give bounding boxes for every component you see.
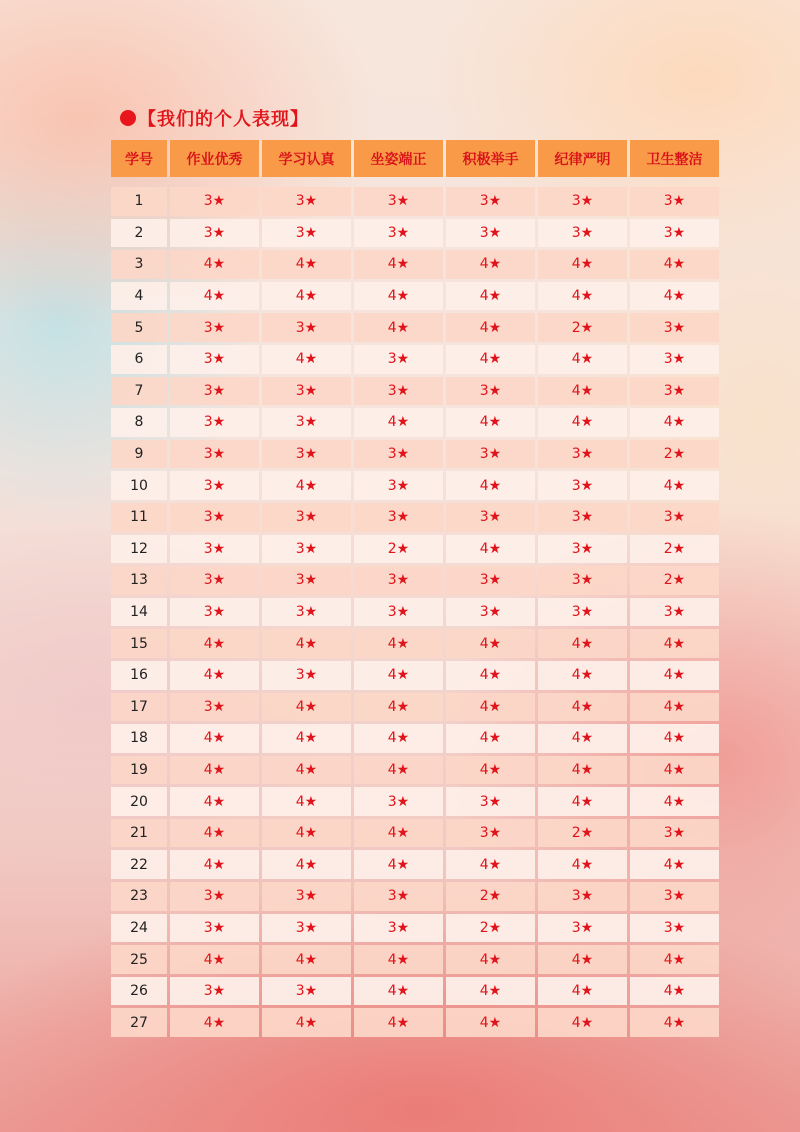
- score-cell: 4★: [538, 661, 627, 690]
- score-cell: 4★: [538, 850, 627, 879]
- student-id-cell: 26: [111, 977, 167, 1006]
- score-cell: 3★: [262, 187, 351, 216]
- score-cell: 4★: [446, 629, 535, 658]
- score-cell: 4★: [262, 787, 351, 816]
- score-cell: 3★: [170, 693, 259, 722]
- score-cell: 3★: [538, 503, 627, 532]
- score-cell: 3★: [262, 503, 351, 532]
- score-cell: 4★: [262, 945, 351, 974]
- student-id-cell: 3: [111, 250, 167, 279]
- score-cell: 4★: [262, 819, 351, 848]
- score-cell: 4★: [262, 724, 351, 753]
- student-id-cell: 9: [111, 440, 167, 469]
- score-cell: 4★: [538, 1008, 627, 1037]
- score-cell: 4★: [354, 661, 443, 690]
- score-cell: 2★: [538, 819, 627, 848]
- score-cell: 4★: [538, 756, 627, 785]
- score-cell: 3★: [446, 503, 535, 532]
- student-id-cell: 27: [111, 1008, 167, 1037]
- score-cell: 3★: [354, 787, 443, 816]
- table-row: [111, 756, 719, 785]
- score-cell: 3★: [170, 535, 259, 564]
- score-cell: 3★: [170, 313, 259, 342]
- score-cell: 3★: [262, 535, 351, 564]
- score-cell: 4★: [170, 282, 259, 311]
- student-id-cell: 19: [111, 756, 167, 785]
- score-cell: 4★: [262, 693, 351, 722]
- table-body: [111, 180, 719, 1037]
- score-cell: 4★: [446, 1008, 535, 1037]
- score-cell: 3★: [630, 503, 719, 532]
- score-cell: 4★: [630, 945, 719, 974]
- score-cell: 4★: [354, 945, 443, 974]
- score-cell: 3★: [630, 598, 719, 627]
- score-cell: 4★: [170, 250, 259, 279]
- table-row: [111, 1008, 719, 1037]
- score-cell: 4★: [262, 471, 351, 500]
- score-cell: 4★: [446, 313, 535, 342]
- table-row: [111, 187, 719, 216]
- student-id-cell: 18: [111, 724, 167, 753]
- score-cell: 3★: [630, 187, 719, 216]
- student-id-cell: 5: [111, 313, 167, 342]
- score-cell: 4★: [446, 408, 535, 437]
- table-row: [111, 977, 719, 1006]
- table-row: [111, 535, 719, 564]
- table-row: [111, 345, 719, 374]
- table-row: [111, 787, 719, 816]
- score-cell: 4★: [446, 250, 535, 279]
- score-cell: 4★: [630, 661, 719, 690]
- score-cell: 3★: [354, 219, 443, 248]
- score-cell: 3★: [446, 787, 535, 816]
- table-row: [111, 471, 719, 500]
- score-cell: 3★: [170, 440, 259, 469]
- score-cell: 3★: [170, 345, 259, 374]
- score-cell: 4★: [538, 282, 627, 311]
- score-cell: 3★: [170, 914, 259, 943]
- score-cell: 4★: [538, 629, 627, 658]
- table-row: [111, 282, 719, 311]
- score-cell: 3★: [354, 566, 443, 595]
- table-row: [111, 219, 719, 248]
- score-cell: 3★: [262, 914, 351, 943]
- score-cell: 3★: [170, 377, 259, 406]
- score-cell: 4★: [630, 977, 719, 1006]
- score-cell: 3★: [170, 219, 259, 248]
- score-cell: 4★: [354, 724, 443, 753]
- score-cell: 3★: [538, 566, 627, 595]
- score-cell: 3★: [170, 471, 259, 500]
- score-cell: 3★: [354, 187, 443, 216]
- score-cell: 3★: [354, 503, 443, 532]
- score-cell: 4★: [538, 977, 627, 1006]
- table-row: [111, 250, 719, 279]
- header-study: 学习认真: [262, 140, 351, 177]
- table-row: [111, 819, 719, 848]
- score-cell: 4★: [630, 250, 719, 279]
- score-cell: 3★: [446, 377, 535, 406]
- score-cell: 3★: [538, 882, 627, 911]
- score-cell: 4★: [630, 471, 719, 500]
- student-id-cell: 20: [111, 787, 167, 816]
- header-hygiene: 卫生整洁: [630, 140, 719, 177]
- score-cell: 3★: [538, 187, 627, 216]
- score-cell: 2★: [354, 535, 443, 564]
- student-id-cell: 2: [111, 219, 167, 248]
- table-header-row: [111, 140, 719, 177]
- score-cell: 3★: [446, 819, 535, 848]
- score-cell: 3★: [170, 503, 259, 532]
- score-cell: 3★: [262, 977, 351, 1006]
- score-cell: 4★: [354, 693, 443, 722]
- score-cell: 3★: [354, 471, 443, 500]
- score-cell: 4★: [170, 1008, 259, 1037]
- score-cell: 3★: [262, 440, 351, 469]
- student-id-cell: 6: [111, 345, 167, 374]
- table-row: [111, 661, 719, 690]
- score-cell: 4★: [446, 693, 535, 722]
- score-cell: 4★: [538, 250, 627, 279]
- score-cell: 4★: [538, 345, 627, 374]
- score-cell: 3★: [446, 440, 535, 469]
- score-cell: 3★: [170, 566, 259, 595]
- table-row: [111, 440, 719, 469]
- score-cell: 3★: [262, 408, 351, 437]
- student-id-cell: 16: [111, 661, 167, 690]
- score-cell: 4★: [630, 1008, 719, 1037]
- table-row: [111, 693, 719, 722]
- table-row: [111, 408, 719, 437]
- score-cell: 4★: [262, 1008, 351, 1037]
- score-cell: 4★: [354, 282, 443, 311]
- student-id-cell: 15: [111, 629, 167, 658]
- score-cell: 4★: [354, 629, 443, 658]
- header-homework: 作业优秀: [170, 140, 259, 177]
- student-id-cell: 21: [111, 819, 167, 848]
- table-row: [111, 914, 719, 943]
- score-cell: 4★: [262, 850, 351, 879]
- score-cell: 4★: [170, 629, 259, 658]
- score-cell: 3★: [170, 408, 259, 437]
- score-cell: 2★: [446, 914, 535, 943]
- student-id-cell: 22: [111, 850, 167, 879]
- score-cell: 3★: [262, 377, 351, 406]
- table-row: [111, 882, 719, 911]
- score-cell: 4★: [446, 282, 535, 311]
- score-cell: 3★: [262, 598, 351, 627]
- score-cell: 4★: [538, 787, 627, 816]
- score-cell: 3★: [354, 914, 443, 943]
- student-id-cell: 8: [111, 408, 167, 437]
- score-cell: 4★: [630, 756, 719, 785]
- score-cell: 4★: [446, 756, 535, 785]
- score-cell: 3★: [170, 977, 259, 1006]
- table-row: [111, 850, 719, 879]
- student-id-cell: 12: [111, 535, 167, 564]
- score-cell: 3★: [262, 566, 351, 595]
- score-cell: 4★: [630, 629, 719, 658]
- score-cell: 3★: [170, 882, 259, 911]
- student-id-cell: 4: [111, 282, 167, 311]
- score-cell: 3★: [630, 313, 719, 342]
- performance-table: [108, 137, 722, 1040]
- score-cell: 3★: [538, 914, 627, 943]
- score-cell: 4★: [354, 313, 443, 342]
- score-cell: 3★: [354, 377, 443, 406]
- red-dot-icon: [120, 110, 136, 126]
- score-cell: 3★: [538, 219, 627, 248]
- table-row: [111, 598, 719, 627]
- table-row: [111, 566, 719, 595]
- score-cell: 4★: [354, 850, 443, 879]
- score-cell: 3★: [354, 598, 443, 627]
- student-id-cell: 17: [111, 693, 167, 722]
- score-cell: 3★: [630, 882, 719, 911]
- table-row: [111, 629, 719, 658]
- table-row: [111, 377, 719, 406]
- score-cell: 2★: [630, 535, 719, 564]
- score-cell: 4★: [538, 377, 627, 406]
- score-cell: 4★: [262, 282, 351, 311]
- header-student-id: 学号: [111, 140, 167, 177]
- score-cell: 4★: [170, 661, 259, 690]
- score-cell: 4★: [170, 819, 259, 848]
- score-cell: 4★: [630, 408, 719, 437]
- student-id-cell: 10: [111, 471, 167, 500]
- header-posture: 坐姿端正: [354, 140, 443, 177]
- score-cell: 4★: [354, 408, 443, 437]
- score-cell: 4★: [262, 756, 351, 785]
- score-cell: 4★: [538, 693, 627, 722]
- score-cell: 4★: [446, 724, 535, 753]
- score-cell: 4★: [354, 977, 443, 1006]
- score-cell: 3★: [262, 219, 351, 248]
- score-cell: 4★: [446, 850, 535, 879]
- score-cell: 4★: [538, 724, 627, 753]
- header-participation: 积极举手: [446, 140, 535, 177]
- student-id-cell: 25: [111, 945, 167, 974]
- score-cell: 3★: [538, 471, 627, 500]
- student-id-cell: 1: [111, 187, 167, 216]
- student-id-cell: 7: [111, 377, 167, 406]
- header-discipline: 纪律严明: [538, 140, 627, 177]
- score-cell: 3★: [538, 598, 627, 627]
- score-cell: 3★: [630, 914, 719, 943]
- score-cell: 4★: [446, 977, 535, 1006]
- score-cell: 4★: [538, 945, 627, 974]
- score-cell: 4★: [262, 345, 351, 374]
- section-title: 【我们的个人表现】: [138, 109, 309, 130]
- score-cell: 4★: [170, 850, 259, 879]
- score-cell: 4★: [538, 408, 627, 437]
- score-cell: 3★: [446, 566, 535, 595]
- score-cell: 3★: [630, 377, 719, 406]
- table-row: [111, 724, 719, 753]
- score-cell: 4★: [630, 850, 719, 879]
- score-cell: 3★: [354, 440, 443, 469]
- score-cell: 4★: [446, 945, 535, 974]
- score-cell: 4★: [354, 250, 443, 279]
- score-cell: 4★: [630, 282, 719, 311]
- header-gap: [111, 180, 719, 184]
- student-id-cell: 14: [111, 598, 167, 627]
- score-cell: 4★: [354, 1008, 443, 1037]
- score-cell: 4★: [446, 661, 535, 690]
- score-cell: 4★: [446, 345, 535, 374]
- section-heading: [120, 106, 309, 130]
- score-cell: 3★: [630, 345, 719, 374]
- score-cell: 3★: [630, 819, 719, 848]
- score-cell: 3★: [262, 882, 351, 911]
- score-cell: 3★: [354, 345, 443, 374]
- score-cell: 3★: [538, 535, 627, 564]
- table-row: [111, 313, 719, 342]
- score-cell: 4★: [262, 629, 351, 658]
- score-cell: 3★: [446, 187, 535, 216]
- score-cell: 3★: [538, 440, 627, 469]
- score-cell: 4★: [354, 756, 443, 785]
- score-cell: 4★: [630, 724, 719, 753]
- score-cell: 3★: [170, 187, 259, 216]
- score-cell: 4★: [446, 471, 535, 500]
- performance-table-container: [111, 140, 719, 1037]
- score-cell: 4★: [446, 535, 535, 564]
- score-cell: 4★: [630, 693, 719, 722]
- table-row: [111, 503, 719, 532]
- score-cell: 4★: [170, 945, 259, 974]
- student-id-cell: 23: [111, 882, 167, 911]
- table-row: [111, 945, 719, 974]
- score-cell: 2★: [538, 313, 627, 342]
- score-cell: 3★: [170, 598, 259, 627]
- student-id-cell: 13: [111, 566, 167, 595]
- score-cell: 3★: [262, 313, 351, 342]
- score-cell: 3★: [354, 882, 443, 911]
- score-cell: 4★: [354, 819, 443, 848]
- score-cell: 2★: [446, 882, 535, 911]
- score-cell: 3★: [630, 219, 719, 248]
- score-cell: 3★: [446, 219, 535, 248]
- score-cell: 2★: [630, 566, 719, 595]
- score-cell: 4★: [170, 787, 259, 816]
- student-id-cell: 11: [111, 503, 167, 532]
- score-cell: 3★: [446, 598, 535, 627]
- score-cell: 3★: [262, 661, 351, 690]
- student-id-cell: 24: [111, 914, 167, 943]
- score-cell: 4★: [630, 787, 719, 816]
- score-cell: 4★: [170, 756, 259, 785]
- score-cell: 4★: [262, 250, 351, 279]
- score-cell: 2★: [630, 440, 719, 469]
- score-cell: 4★: [170, 724, 259, 753]
